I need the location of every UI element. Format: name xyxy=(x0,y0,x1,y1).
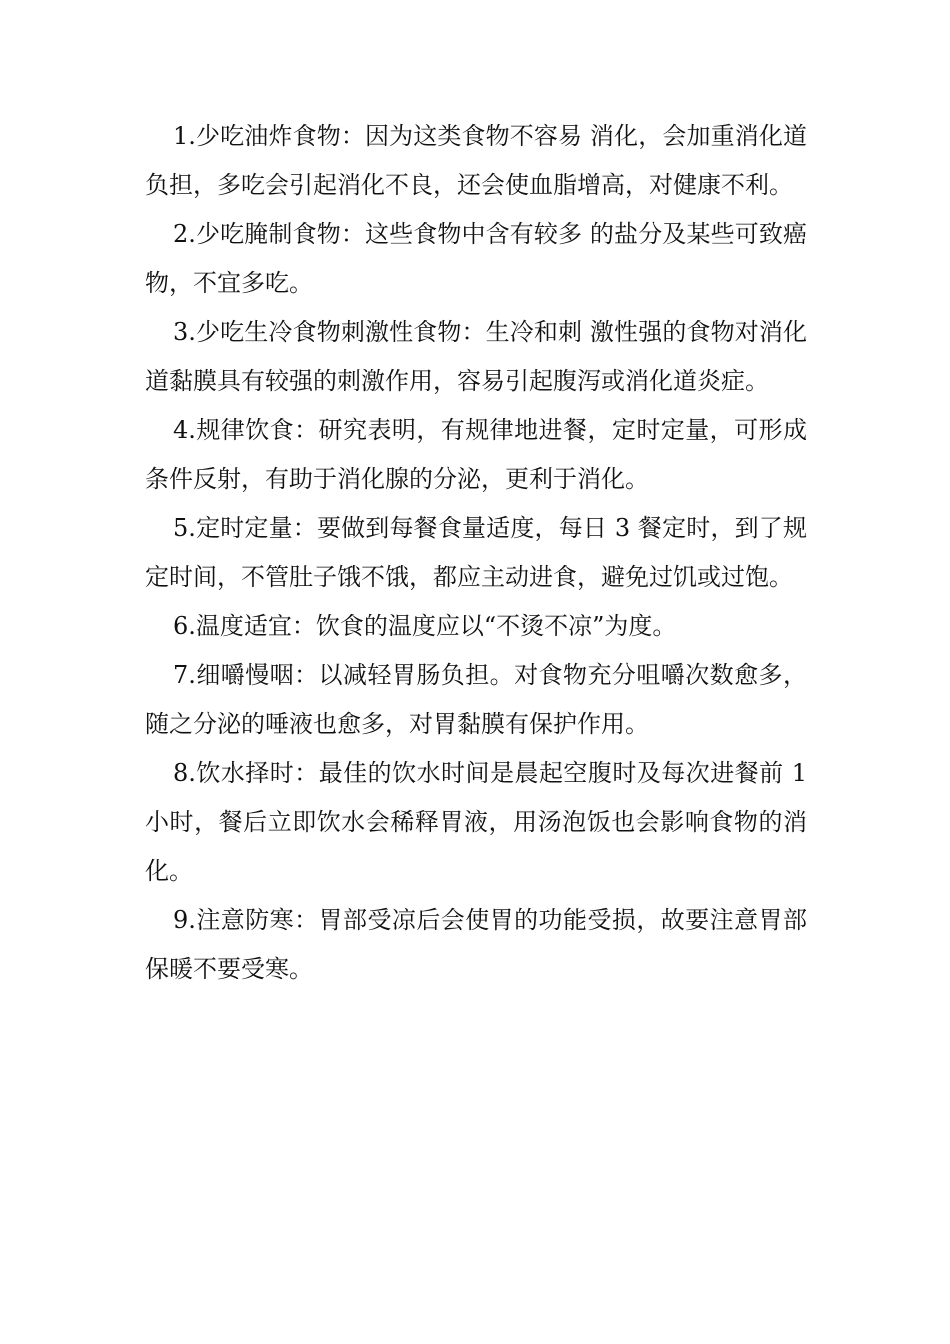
paragraph-1: 1.少吃油炸食物：因为这类食物不容易 消化，会加重消化道负担，多吃会引起消化不良，还会使血脂增高，对健康不利。 xyxy=(145,122,807,199)
paragraph-5: 5.定时定量：要做到每餐食量适度，每日 3 餐定时，到了规定时间，不管肚子饿不饿，都应主动进食，避免过饥或过饱。 xyxy=(145,514,807,591)
paragraph-9: 9.注意防寒：胃部受凉后会使胃的功能受损，故要注意胃部保暖不要受寒。 xyxy=(145,906,807,983)
paragraph-3: 3.少吃生冷食物刺激性食物：生冷和刺 激性强的食物对消化道黏膜具有较强的刺激作用，容易引起腹泻或消化道炎症。 xyxy=(145,318,807,395)
paragraph-6: 6.温度适宜：饮食的温度应以“不烫不凉”为度。 xyxy=(173,612,677,640)
document-body xyxy=(145,112,807,994)
paragraph-2: 2.少吃腌制食物：这些食物中含有较多 的盐分及某些可致癌物，不宜多吃。 xyxy=(145,220,807,297)
paragraph-7: 7.细嚼慢咽：以减轻胃肠负担。对食物充分咀嚼次数愈多，随之分泌的唾液也愈多，对胃黏膜有保护作用。 xyxy=(145,661,807,738)
paragraph-4: 4.规律饮食：研究表明，有规律地进餐，定时定量，可形成条件反射，有助于消化腺的分泌，更利于消化。 xyxy=(145,416,807,493)
paragraph-8: 8.饮水择时：最佳的饮水时间是晨起空腹时及每次进餐前 1 小时，餐后立即饮水会稀释胃液，用汤泡饭也会影响食物的消化。 xyxy=(145,759,807,885)
